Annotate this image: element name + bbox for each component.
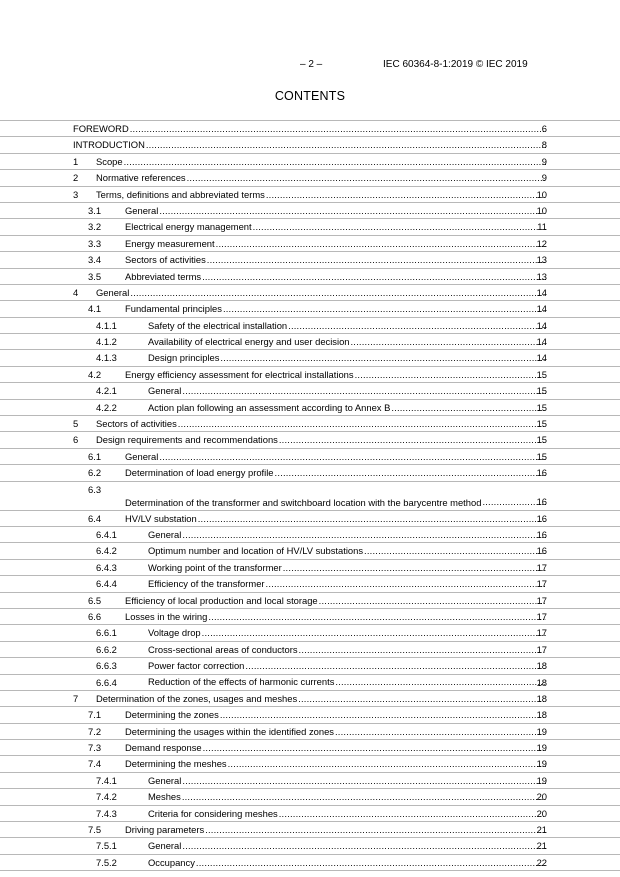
- toc-entry[interactable]: [0, 755, 620, 771]
- toc-entry-number: 6.6.1: [96, 627, 117, 639]
- toc-entry[interactable]: [0, 366, 620, 382]
- toc-entry-number: 6.5: [88, 594, 102, 606]
- toc-entry[interactable]: [0, 448, 620, 464]
- toc-leader-dots: [202, 625, 546, 640]
- toc-entry-title-line: [148, 400, 547, 415]
- toc-entry-title-line: [96, 187, 547, 202]
- toc-entry[interactable]: [0, 415, 620, 431]
- toc-entry[interactable]: [0, 268, 620, 284]
- toc-entry-title: Fundamental principles: [125, 303, 222, 315]
- toc-entry-page: 11: [537, 221, 547, 233]
- toc-entry-title-line: [148, 383, 547, 398]
- toc-entry-title: Safety of the electrical installation: [148, 319, 288, 331]
- toc-entry-title: FOREWORD: [73, 122, 129, 134]
- toc-leader-dots: [223, 301, 546, 316]
- toc-entry-title: Power factor correction: [148, 660, 245, 672]
- toc-entry-title: Sectors of activities: [96, 418, 177, 430]
- toc-entry-title-line: [125, 511, 547, 526]
- toc-entry-title: Determining the zones: [125, 709, 219, 721]
- toc-entry-title-line: [125, 203, 547, 218]
- toc-entry-number: 4.2.1: [96, 385, 117, 397]
- toc-leader-dots: [335, 674, 546, 689]
- toc-entry-page: 15: [536, 385, 547, 397]
- toc-entry-number: 3.2: [88, 221, 102, 233]
- toc-entry-title-line: [148, 789, 547, 804]
- toc-entry-title: Determination of load energy profile: [125, 467, 274, 479]
- toc-entry-page: 17: [536, 561, 547, 573]
- toc-entry-number: 4: [73, 286, 79, 298]
- toc-entry-number: 6.6: [88, 610, 102, 622]
- toc-entry-page: 17: [536, 627, 547, 639]
- toc-entry-title: Losses in the wiring: [125, 610, 208, 622]
- toc-entry-title: Working point of the transformer: [148, 561, 282, 573]
- toc-entry-title-line: [125, 822, 547, 837]
- toc-leader-dots: [124, 154, 546, 169]
- toc-entry-title-line: [125, 236, 547, 251]
- toc-entry-page: 16: [536, 496, 547, 508]
- toc-entry-number: 4.1.2: [96, 336, 117, 348]
- toc-entry-title-line: [73, 121, 547, 136]
- toc-entry-title-line: [148, 318, 547, 333]
- toc-entry-title-line: [148, 838, 547, 853]
- toc-entry-title-line: [125, 724, 547, 739]
- toc-leader-dots: [130, 121, 546, 136]
- toc-entry-number: 6.4.3: [96, 561, 117, 573]
- toc-entry-title: Occupancy: [148, 856, 195, 868]
- toc-leader-dots: [182, 838, 546, 853]
- toc-entry[interactable]: [0, 136, 620, 152]
- toc-entry-title-line: [148, 560, 547, 575]
- toc-entry-page: 18: [536, 660, 547, 672]
- toc-entry-title-line: [96, 154, 547, 169]
- toc-entry-title-line: [125, 449, 547, 464]
- toc-entry-title: INTRODUCTION: [73, 139, 145, 151]
- toc-entry-page: 16: [536, 545, 547, 557]
- toc-entry[interactable]: [0, 284, 620, 300]
- toc-entry-title-line: [148, 527, 547, 542]
- toc-entry-number: 6.4.2: [96, 545, 117, 557]
- toc-entry[interactable]: [0, 739, 620, 755]
- contents-title: CONTENTS: [274, 89, 346, 103]
- toc-entry-page: 14: [536, 286, 547, 298]
- toc-entry-page: 14: [536, 352, 547, 364]
- toc-entry-title-line: [125, 707, 547, 722]
- toc-entry-page: 16: [536, 512, 547, 524]
- toc-entry[interactable]: [0, 723, 620, 739]
- toc-entry-title-line: [148, 625, 547, 640]
- toc-entry-title-line: [125, 609, 547, 624]
- toc-entry-title-line: [148, 543, 547, 558]
- page-number: – 2 –: [300, 59, 323, 70]
- toc-entry-title-line: [148, 773, 547, 788]
- toc-entry-title: Energy measurement: [125, 237, 215, 249]
- toc-entry-page: 13: [536, 254, 547, 266]
- toc-leader-dots: [159, 449, 546, 464]
- toc-entry[interactable]: [0, 300, 620, 316]
- toc-entry-title-line: [125, 756, 547, 771]
- toc-entry-title-line: [125, 482, 547, 510]
- toc-leader-dots: [364, 543, 546, 558]
- toc-entry-page: 15: [536, 434, 547, 446]
- table-of-contents: [0, 120, 620, 871]
- toc-entry-number: 6.4.1: [96, 528, 117, 540]
- toc-entry-title-line: [148, 675, 547, 690]
- toc-entry-page: 15: [536, 450, 547, 462]
- toc-entry-number: 3.5: [88, 270, 102, 282]
- document-reference: IEC 60364-8-1:2019 © IEC 2019: [383, 59, 528, 70]
- toc-entry-title: General: [125, 450, 159, 462]
- toc-leader-dots: [266, 576, 546, 591]
- toc-entry-number: 4.1: [88, 303, 102, 315]
- toc-entry[interactable]: [0, 706, 620, 722]
- toc-leader-dots: [208, 609, 546, 624]
- toc-entry-page: 15: [536, 401, 547, 413]
- toc-entry-title-line: [96, 691, 547, 706]
- toc-entry-number: 7.4.1: [96, 774, 117, 786]
- toc-entry-number: 6.4: [88, 512, 102, 524]
- toc-entry-page: 14: [536, 303, 547, 315]
- toc-entry[interactable]: [0, 464, 620, 480]
- toc-entry-title: Optimum number and location of HV/LV substations: [148, 545, 364, 557]
- toc-entry[interactable]: [0, 349, 620, 365]
- toc-entry[interactable]: [0, 153, 620, 169]
- toc-entry-title: Design requirements and recommendations: [96, 434, 278, 446]
- toc-entry[interactable]: [0, 624, 620, 640]
- toc-entry-number: 6.4.4: [96, 578, 117, 590]
- toc-entry-page: 17: [536, 578, 547, 590]
- toc-leader-dots: [130, 285, 546, 300]
- toc-entry-page: 19: [536, 774, 547, 786]
- toc-entry-page: 6: [541, 123, 547, 134]
- toc-entry-title: Driving parameters: [125, 824, 205, 835]
- toc-entry-page: 12: [536, 237, 547, 249]
- toc-entry[interactable]: [0, 575, 620, 591]
- toc-entry[interactable]: [0, 218, 620, 234]
- toc-leader-dots: [196, 855, 546, 870]
- toc-leader-dots: [216, 236, 546, 251]
- toc-entry-number: 4.2: [88, 368, 102, 380]
- toc-entry-page: 10: [536, 188, 547, 200]
- toc-leader-dots: [299, 642, 546, 657]
- toc-leader-dots: [283, 560, 546, 575]
- toc-entry-number: 3: [73, 188, 79, 200]
- toc-leader-dots: [253, 219, 546, 234]
- toc-leader-dots: [198, 511, 546, 526]
- toc-entry-number: 6.6.4: [96, 676, 117, 688]
- toc-entry-title: Cross-sectional areas of conductors: [148, 643, 298, 655]
- toc-entry-number: 4.2.2: [96, 401, 117, 413]
- toc-entry[interactable]: [0, 772, 620, 788]
- toc-entry-title: HV/LV substation: [125, 512, 197, 524]
- toc-leader-dots: [266, 187, 546, 202]
- toc-leader-dots: [182, 383, 546, 398]
- toc-entry[interactable]: [0, 657, 620, 673]
- toc-entry-title: Determination of the transformer and switchboard location with the barycentre method: [125, 497, 482, 509]
- toc-entry-title-line: [125, 269, 547, 284]
- toc-entry-title-line: [148, 350, 547, 365]
- toc-entry-title-line: [148, 855, 547, 870]
- toc-entry-page: 22: [536, 856, 547, 868]
- toc-entry-number: 3.3: [88, 237, 102, 249]
- toc-entry-page: 15: [536, 368, 547, 380]
- toc-entry-page: 16: [536, 528, 547, 540]
- toc-entry[interactable]: [0, 251, 620, 267]
- toc-entry-title-line: [148, 334, 547, 349]
- toc-entry-page: 9: [541, 172, 547, 184]
- toc-entry-number: 4.1.1: [96, 319, 117, 331]
- toc-entry-title: Normative references: [96, 172, 186, 184]
- toc-entry[interactable]: [0, 120, 620, 136]
- toc-entry-number: 6.6.3: [96, 660, 117, 672]
- toc-entry-number: 6.2: [88, 467, 102, 479]
- toc-entry-title-line: [125, 593, 547, 608]
- toc-entry-title: General: [148, 385, 182, 397]
- toc-leader-dots: [391, 400, 546, 415]
- toc-entry-title: Reduction of the effects of harmonic currents: [148, 676, 335, 688]
- toc-entry[interactable]: [0, 592, 620, 608]
- toc-entry-title: Abbreviated terms: [125, 270, 202, 282]
- toc-entry-title: General: [148, 840, 182, 852]
- toc-entry-page: 10: [536, 204, 547, 216]
- toc-entry-title: Electrical energy management: [125, 221, 252, 233]
- toc-entry[interactable]: [0, 608, 620, 624]
- toc-entry-number: 6.1: [88, 450, 102, 462]
- toc-entry[interactable]: [0, 317, 620, 333]
- toc-entry-title-line: [125, 252, 547, 267]
- toc-entry-number: 7: [73, 692, 79, 704]
- toc-entry-title: Voltage drop: [148, 627, 201, 639]
- toc-entry-number: 6: [73, 434, 79, 446]
- toc-entry-title: Determining the meshes: [125, 758, 227, 770]
- toc-leader-dots: [279, 432, 546, 447]
- toc-entry-page: 9: [541, 155, 547, 167]
- toc-entry-title-line: [96, 416, 547, 431]
- toc-entry[interactable]: [0, 674, 620, 690]
- toc-entry-page: 19: [536, 758, 547, 770]
- toc-entry-number: 2: [73, 172, 79, 184]
- toc-entry-title: General: [148, 774, 182, 786]
- toc-entry[interactable]: [0, 399, 620, 415]
- toc-entry-number: 6.6.2: [96, 643, 117, 655]
- toc-entry-page: 17: [536, 610, 547, 622]
- toc-entry-title: General: [96, 286, 130, 298]
- toc-leader-dots: [279, 806, 546, 821]
- toc-entry-title: Energy efficiency assessment for electrical installations: [125, 368, 354, 380]
- toc-leader-dots: [298, 691, 546, 706]
- toc-leader-dots: [351, 334, 547, 349]
- toc-entry-number: 7.4.3: [96, 807, 117, 819]
- toc-entry-title-line: [73, 137, 547, 152]
- toc-entry-number: 7.5.1: [96, 840, 117, 852]
- toc-entry[interactable]: [0, 510, 620, 526]
- toc-entry-title-line: [125, 465, 547, 480]
- toc-entry[interactable]: [0, 382, 620, 398]
- toc-entry-number: 7.5: [88, 824, 102, 836]
- toc-entry[interactable]: [0, 837, 620, 853]
- toc-entry-number: 7.2: [88, 725, 102, 737]
- toc-entry[interactable]: [0, 333, 620, 349]
- toc-entry[interactable]: [0, 186, 620, 202]
- toc-entry-page: 18: [536, 692, 547, 704]
- toc-entry-number: 3.4: [88, 254, 102, 266]
- toc-entry-page: 17: [536, 594, 547, 606]
- toc-entry-title-line: [96, 432, 547, 447]
- toc-entry-page: 20: [536, 791, 547, 803]
- toc-entry-page: 20: [536, 807, 547, 819]
- toc-entry-page: 15: [536, 418, 547, 430]
- toc-leader-dots: [182, 773, 546, 788]
- toc-entry-page: 13: [536, 270, 547, 282]
- toc-entry-page: 18: [536, 676, 547, 688]
- toc-entry-title-line: [125, 219, 547, 234]
- toc-entry-title-line: [148, 658, 547, 673]
- toc-leader-dots: [205, 822, 546, 837]
- toc-entry-page: 14: [536, 336, 547, 348]
- toc-entry-title: Terms, definitions and abbreviated terms: [96, 188, 265, 200]
- toc-leader-dots: [182, 789, 546, 804]
- toc-entry-title: General: [148, 528, 182, 540]
- toc-leader-dots: [203, 740, 546, 755]
- toc-leader-dots: [355, 367, 546, 382]
- toc-entry-number: 5: [73, 418, 79, 430]
- toc-leader-dots: [178, 416, 546, 431]
- toc-leader-dots: [146, 137, 546, 152]
- toc-entry[interactable]: [0, 821, 620, 837]
- toc-entry-title-line: [148, 806, 547, 821]
- toc-entry-page: 17: [536, 643, 547, 655]
- toc-leader-dots: [159, 203, 546, 218]
- toc-entry-page: 21: [536, 824, 547, 836]
- toc-entry-number: 6.3: [88, 483, 102, 495]
- toc-entry-title: Demand response: [125, 742, 202, 754]
- toc-entry-title-line: [96, 285, 547, 300]
- toc-entry[interactable]: [0, 526, 620, 542]
- toc-entry[interactable]: [0, 235, 620, 251]
- toc-entry-title: Meshes: [148, 791, 181, 803]
- toc-entry-title: Efficiency of local production and local storage: [125, 594, 318, 606]
- toc-entry-title: Criteria for considering meshes: [148, 807, 278, 819]
- toc-entry-title-line: [125, 367, 547, 382]
- toc-entry[interactable]: [0, 854, 620, 871]
- toc-entry-title: Determining the usages within the identified zones: [125, 725, 334, 737]
- toc-entry-title: General: [125, 204, 159, 216]
- toc-entry[interactable]: [0, 542, 620, 558]
- toc-entry[interactable]: [0, 431, 620, 447]
- toc-leader-dots: [202, 269, 546, 284]
- toc-entry-title: Determination of the zones, usages and meshes: [96, 692, 298, 704]
- toc-entry-title-line: [125, 740, 547, 755]
- toc-entry-page: 16: [536, 467, 547, 479]
- toc-entry-number: 1: [73, 155, 79, 167]
- toc-entry-title: Efficiency of the transformer: [148, 578, 265, 590]
- toc-entry-number: 7.5.2: [96, 856, 117, 868]
- toc-entry-page: 19: [536, 725, 547, 737]
- toc-leader-dots: [335, 724, 546, 739]
- toc-entry[interactable]: [0, 202, 620, 218]
- toc-entry[interactable]: [0, 788, 620, 804]
- toc-entry-title: Availability of electrical energy and user decision: [148, 336, 350, 348]
- toc-entry[interactable]: [0, 805, 620, 821]
- toc-entry-title-line: [96, 170, 547, 185]
- toc-entry-title: Scope: [96, 155, 123, 167]
- toc-entry[interactable]: [0, 481, 620, 510]
- toc-entry-title-line: [148, 576, 547, 591]
- toc-entry-number: 7.3: [88, 742, 102, 754]
- toc-entry-number: 7.4.2: [96, 791, 117, 803]
- toc-entry-title: Action plan following an assessment according to Annex B: [148, 401, 391, 413]
- toc-leader-dots: [207, 252, 546, 267]
- toc-entry-page: 21: [536, 840, 547, 852]
- toc-leader-dots: [245, 658, 546, 673]
- toc-leader-dots: [220, 350, 546, 365]
- toc-leader-dots: [288, 318, 546, 333]
- toc-entry-number: 4.1.3: [96, 352, 117, 364]
- toc-entry-page: 14: [536, 319, 547, 331]
- toc-entry-page: 18: [536, 709, 547, 721]
- toc-entry-title: Design principles: [148, 352, 220, 364]
- toc-leader-dots: [187, 170, 546, 185]
- toc-entry-title-line: [148, 642, 547, 657]
- toc-entry[interactable]: [0, 690, 620, 706]
- toc-entry-number: 7.4: [88, 758, 102, 770]
- toc-leader-dots: [275, 465, 546, 480]
- toc-entry[interactable]: [0, 559, 620, 575]
- toc-leader-dots: [220, 707, 546, 722]
- toc-entry[interactable]: [0, 641, 620, 657]
- toc-entry-title-line: [125, 301, 547, 316]
- toc-leader-dots: [319, 593, 546, 608]
- toc-leader-dots: [228, 756, 546, 771]
- toc-leader-dots: [182, 527, 546, 542]
- toc-entry-title: Sectors of activities: [125, 254, 206, 266]
- toc-entry-page: 8: [541, 139, 547, 151]
- toc-entry-page: 19: [536, 742, 547, 754]
- toc-entry-number: 7.1: [88, 709, 102, 721]
- page-header: [0, 59, 620, 73]
- toc-entry[interactable]: [0, 169, 620, 185]
- toc-entry-number: 3.1: [88, 204, 102, 216]
